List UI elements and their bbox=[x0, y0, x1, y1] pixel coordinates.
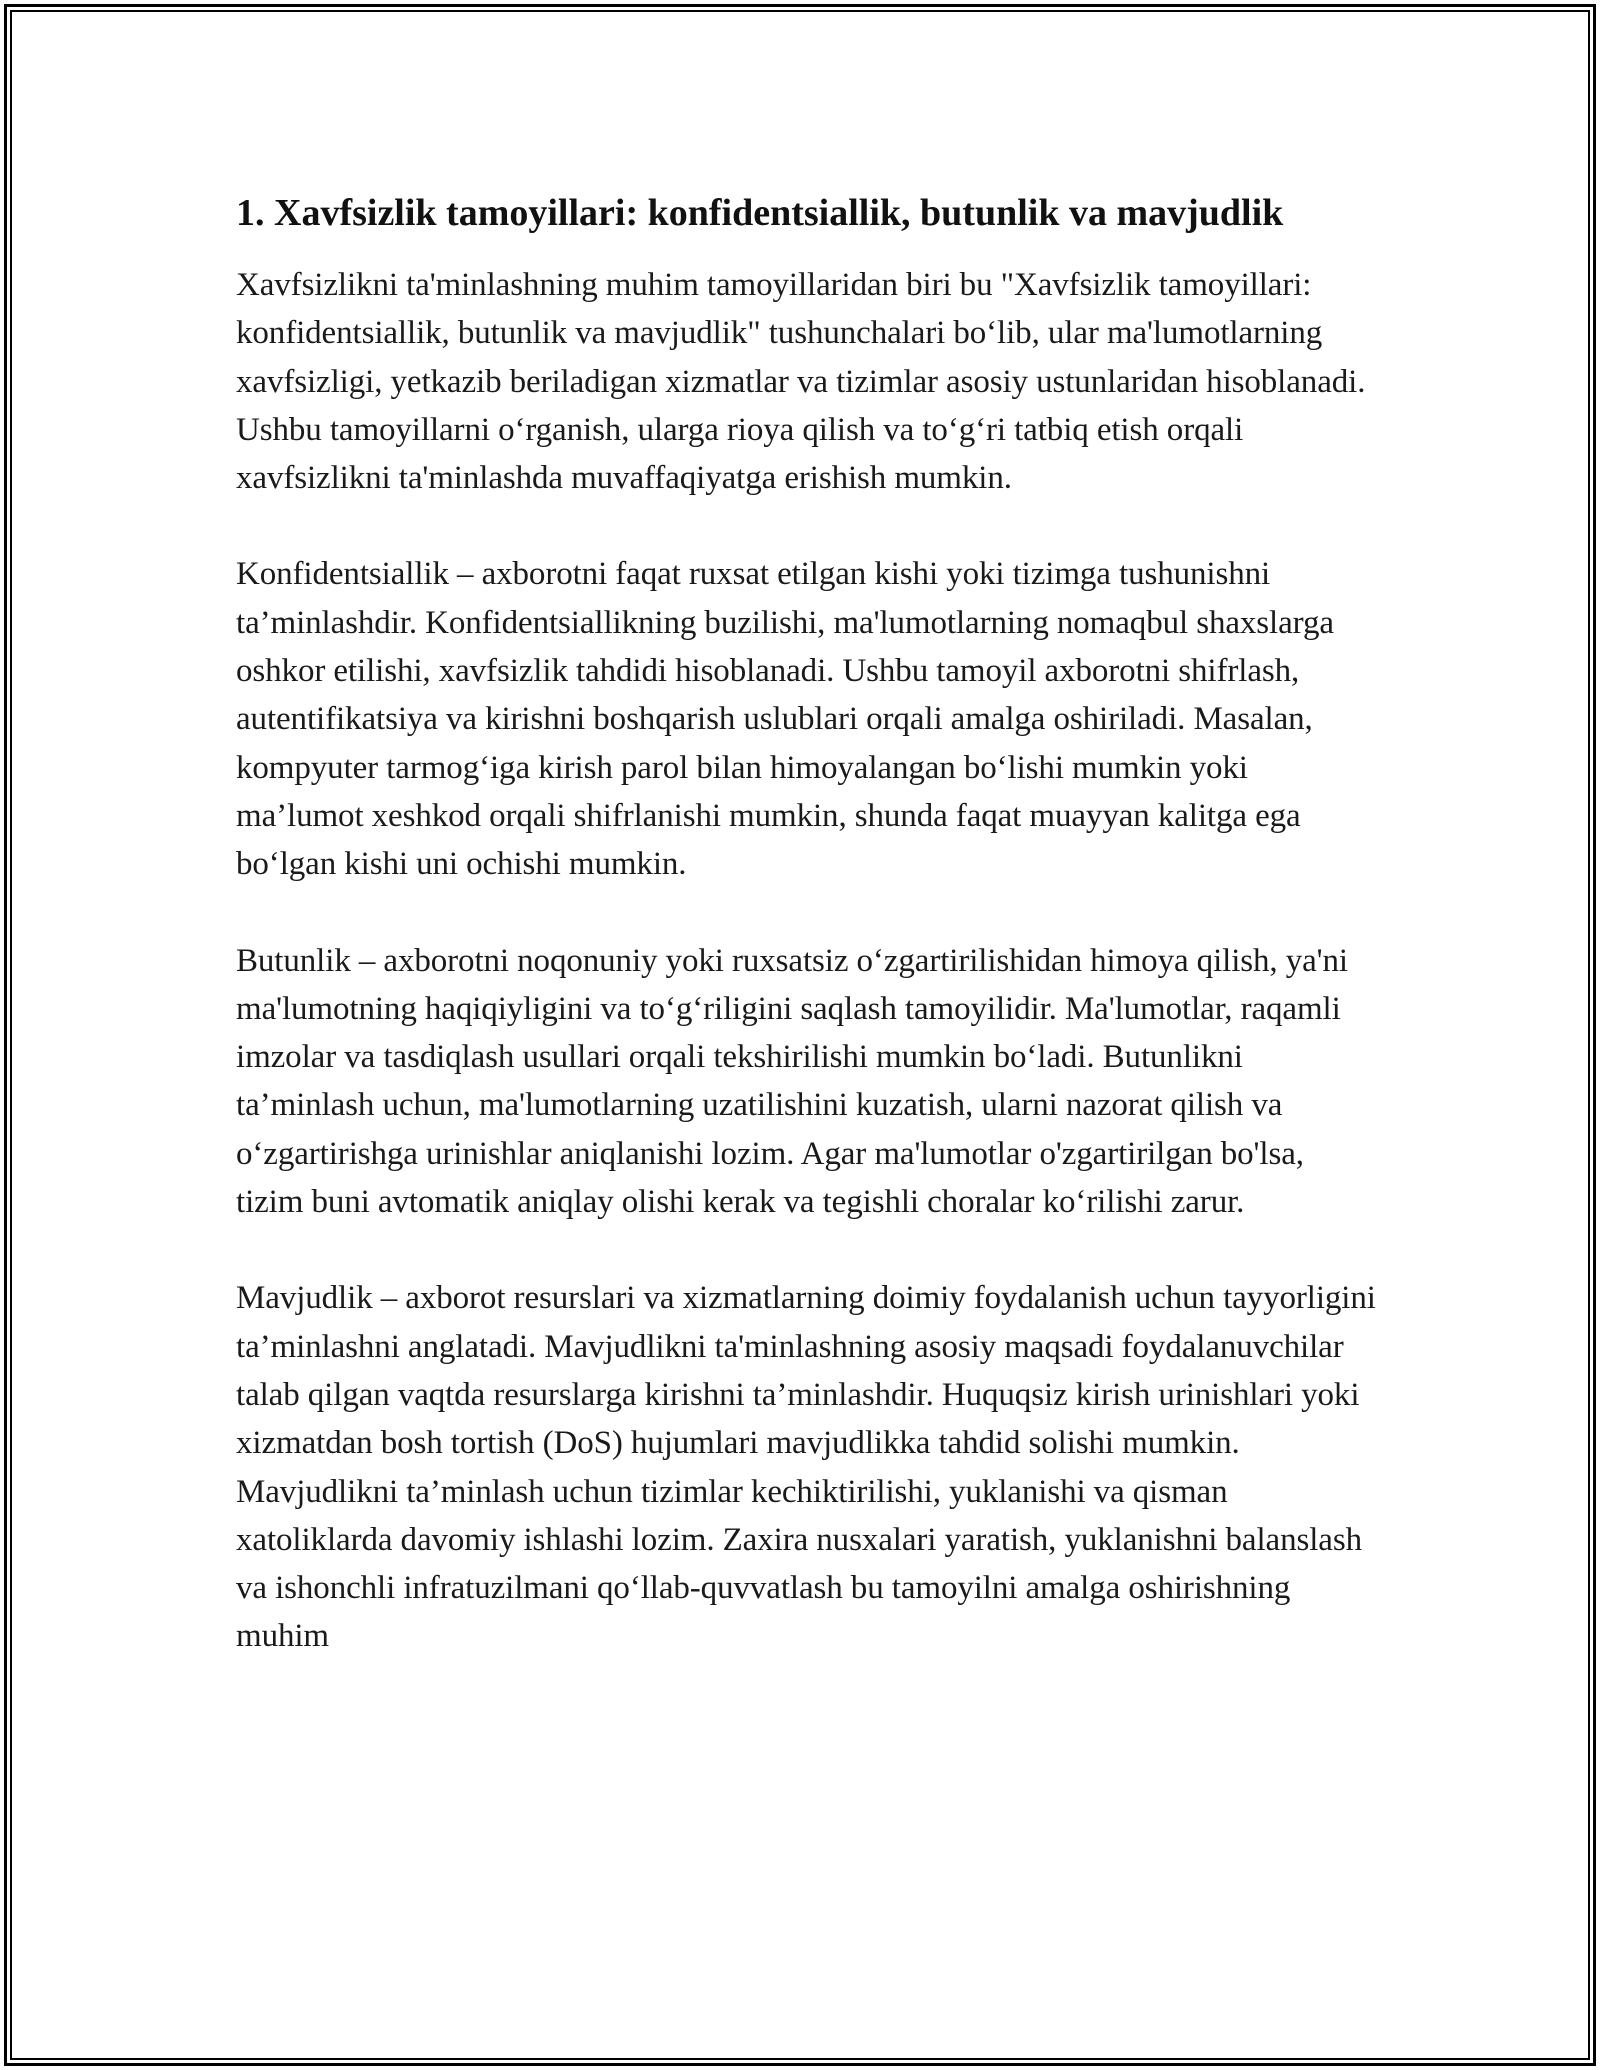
paragraph-availability: Mavjudlik – axborot resurslari va xizmatlarning doimiy foydalanish uchun tayyorligini ta’minlashni anglatadi. Mavjudlikni ta'minlashning asosiy maqsadi foydalanuvchilar talab qilgan vaqtda resurslarga kirishni ta’minlashdir. Huquqsiz kirish urinishlari yoki xizmatdan bosh tortish (DoS) hujumlari mavjudlikka tahdid solishi mumkin. Mavjudlikni ta’minlash uchun tizimlar kechiktirilishi, yuklanishi va qisman xatoliklarda davomiy ishlashi lozim. Zaxira nusxalari yaratish, yuklanishni balanslash va ishonchli infratuzilmani qo‘llab-quvvatlash bu tamoyilni amalga oshirishning muhim bbox=[236, 1280, 1376, 1655]
document-body bbox=[236, 186, 1376, 1661]
paragraph-integrity: Butunlik – axborotni noqonuniy yoki ruxsatsiz o‘zgartirilishidan himoya qilish, ya'ni ma'lumotning haqiqiyligini va to‘g‘riligini saqlash tamoyilidir. Ma'lumotlar, raqamli imzolar va tasdiqlash usullari orqali tekshirilishi mumkin bo‘ladi. Butunlikni ta’minlash uchun, ma'lumotlarning uzatilishini kuzatish, ularni nazorat qilish va o‘zgartirishga urinishlar aniqlanishi lozim. Agar ma'lumotlar o'zgartirilgan bo'lsa, tizim buni avtomatik aniqlay olishi kerak va tegishli choralar ko‘rilishi zarur. bbox=[236, 942, 1348, 1221]
paragraph-confidentiality: Konfidentsiallik – axborotni faqat ruxsat etilgan kishi yoki tizimga tushunishni ta’minlashdir. Konfidentsiallikning buzilishi, ma'lumotlarning nomaqbul shaxslarga oshkor etilishi, xavfsizlik tahdidi hisoblanadi. Ushbu tamoyil axborotni shifrlash, autentifikatsiya va kirishni boshqarish uslublari orqali amalga oshiriladi. Masalan, kompyuter tarmog‘iga kirish parol bilan himoyalangan bo‘lishi mumkin yoki ma’lumot xeshkod orqali shifrlanishi mumkin, shunda faqat muayyan kalitga ega bo‘lgan kishi uni ochishi mumkin. bbox=[236, 556, 1334, 883]
paragraph-intro: Xavfsizlikni ta'minlashning muhim tamoyillaridan biri bu "Xavfsizlik tamoyillari: konfidentsiallik, butunlik va mavjudlik" tushunchalari bo‘lib, ular ma'lumotlarning xavfsizligi, yetkazib beriladigan xizmatlar va tizimlar asosiy ustunlaridan hisoblanadi. Ushbu tamoyillarni o‘rganish, ularga rioya qilish va to‘g‘ri tatbiq etish orqali xavfsizlikni ta'minlashda muvaffaqiyatga erishish mumkin. bbox=[236, 267, 1366, 497]
section-heading: 1. Xavfsizlik tamoyillari: konfidentsiallik, butunlik va mavjudlik bbox=[236, 192, 1284, 234]
